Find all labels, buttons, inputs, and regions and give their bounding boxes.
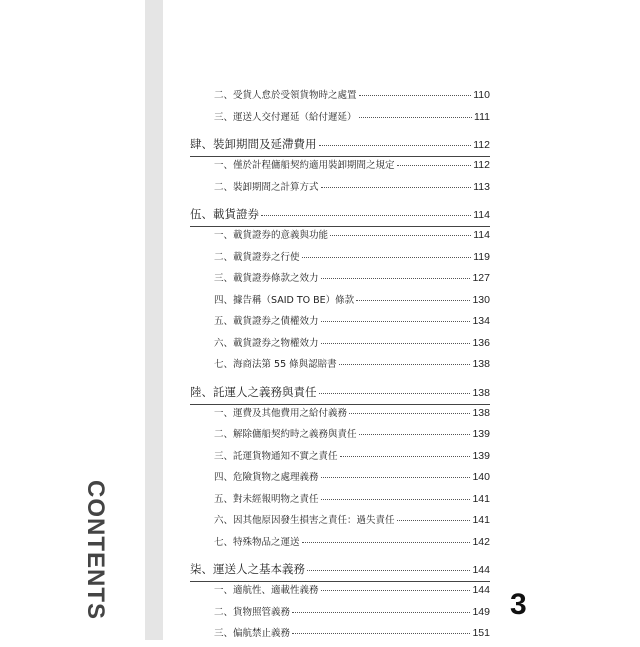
toc-section	[190, 384, 490, 556]
toc-entry-title: 六、載貨證券之物權效力	[214, 337, 319, 349]
toc-entry-page: 114	[473, 229, 490, 241]
toc-entry[interactable]	[190, 87, 490, 109]
toc-entry-page: 136	[472, 336, 490, 349]
toc-entry[interactable]	[190, 448, 490, 470]
toc-entry[interactable]	[190, 270, 490, 292]
toc-entry-title: 三、託運貨物通知不實之責任	[214, 450, 338, 462]
dot-leader	[321, 343, 471, 344]
toc-entry-page: 142	[472, 535, 490, 548]
toc-entry[interactable]	[190, 356, 490, 378]
dot-leader	[321, 187, 472, 188]
toc-entry-page: 139	[472, 449, 490, 462]
toc-entry-page: 130	[472, 293, 490, 306]
dot-leader	[321, 321, 471, 322]
toc-entry-page: 110	[473, 89, 490, 101]
toc-entry-page: 138	[472, 358, 490, 370]
dot-leader	[397, 165, 472, 166]
toc-entry[interactable]	[190, 604, 490, 626]
toc-entry-page: 127	[472, 272, 490, 284]
toc-entry[interactable]	[190, 179, 490, 201]
toc-entry-title: 二、貨物照管義務	[214, 606, 291, 618]
toc-entry-page: 141	[472, 492, 490, 505]
toc-entry[interactable]	[190, 405, 490, 427]
toc-entry-title: 一、僅於計程傭船契約適用裝卸期間之規定	[214, 160, 395, 171]
toc-entry-title: 一、載貨證券的意義與功能	[214, 230, 329, 241]
dot-leader	[330, 235, 471, 236]
toc-section	[190, 206, 490, 378]
dot-leader	[302, 257, 472, 258]
dot-leader	[321, 477, 471, 478]
toc-section	[190, 561, 490, 647]
toc-entry-title: 二、裝卸期間之計算方式	[214, 181, 319, 193]
dot-leader	[359, 117, 473, 118]
toc-entry-page: 119	[473, 250, 490, 263]
toc-entry-page: 140	[472, 471, 490, 483]
toc-entry-title: 三、偏航禁止義務	[214, 628, 291, 639]
sidebar-strip	[145, 0, 163, 640]
toc-entry-page: 138	[472, 406, 490, 419]
toc-entry[interactable]	[190, 582, 490, 604]
toc-entry-title: 陸、託運人之義務與責任	[190, 384, 317, 399]
dot-leader	[356, 300, 470, 301]
toc-entry-title: 四、據告稱（SAID TO BE）條款	[214, 294, 355, 306]
toc-entry[interactable]	[190, 292, 490, 314]
toc-entry-page: 139	[472, 428, 490, 440]
toc-entry-title: 七、特殊物品之運送	[214, 536, 300, 548]
dot-leader	[261, 215, 471, 216]
toc-entry-title: 六、因其他原因發生損害之責任：過失責任	[214, 515, 395, 526]
toc-entry-title: 三、載貨證券條款之效力	[214, 273, 319, 284]
toc-section	[190, 136, 490, 200]
contents-side-label: CONTENTS	[82, 480, 109, 620]
toc-entry[interactable]	[190, 469, 490, 491]
toc-entry[interactable]	[190, 625, 490, 647]
dot-leader	[359, 434, 471, 435]
toc-entry[interactable]	[190, 313, 490, 335]
toc-entry-title: 三、運送人交付遲延（給付遲延）	[214, 111, 357, 123]
dot-leader	[339, 364, 471, 365]
toc-entry[interactable]	[190, 491, 490, 513]
dot-leader	[359, 95, 472, 96]
toc-entry-title: 柒、運送人之基本義務	[190, 562, 305, 576]
toc-entry[interactable]	[190, 227, 490, 249]
toc-entry-page: 114	[473, 209, 490, 221]
toc-entry-page: 134	[472, 315, 490, 327]
dot-leader	[321, 590, 471, 591]
dot-leader	[340, 456, 471, 457]
toc-heading[interactable]	[190, 206, 490, 227]
toc-entry-page: 112	[473, 159, 490, 171]
toc-entry-title: 肆、裝卸期間及延滯費用	[190, 137, 317, 151]
toc-entry-title: 伍、載貨證券	[190, 207, 259, 221]
toc-entry-title: 七、海商法第 55 條與認賠書	[214, 359, 337, 370]
toc-entry[interactable]	[190, 426, 490, 448]
dot-leader	[397, 520, 471, 521]
toc-entry-title: 二、解除傭船契約時之義務與責任	[214, 429, 357, 440]
dot-leader	[319, 393, 471, 394]
toc-entry-title: 一、適航性、適載性義務	[214, 585, 319, 596]
toc-entry[interactable]	[190, 512, 490, 534]
dot-leader	[307, 570, 470, 571]
dot-leader	[302, 542, 471, 543]
toc-entry-page: 138	[472, 386, 490, 399]
toc-entry-title: 二、載貨證券之行使	[214, 251, 300, 263]
dot-leader	[321, 499, 471, 500]
toc-heading[interactable]	[190, 384, 490, 405]
dot-leader	[349, 413, 470, 414]
dot-leader	[292, 633, 470, 634]
toc-entry-page: 151	[472, 627, 490, 639]
toc-entry-page: 144	[472, 564, 490, 576]
toc-heading[interactable]	[190, 136, 490, 157]
toc-entry[interactable]	[190, 157, 490, 179]
toc-entry[interactable]	[190, 335, 490, 357]
toc-entry-title: 五、對未經報明物之責任	[214, 493, 319, 505]
toc-entry-page: 112	[473, 139, 490, 151]
dot-leader	[319, 145, 472, 146]
toc-entry-title: 四、危險貨物之處理義務	[214, 472, 319, 483]
toc-entry-page: 144	[472, 584, 490, 596]
toc-heading[interactable]	[190, 561, 490, 582]
toc-entry-page: 111	[474, 110, 490, 123]
page-number: 3	[510, 588, 527, 621]
toc-entry-title: 一、運費及其他費用之給付義務	[214, 407, 348, 419]
toc-entry-title: 二、受貨人怠於受領貨物時之處置	[214, 90, 357, 101]
toc-entry-page: 149	[472, 605, 490, 618]
toc-entry[interactable]	[190, 534, 490, 556]
toc-entry-page: 141	[472, 514, 490, 526]
toc-entry-page: 113	[473, 180, 490, 193]
dot-leader	[321, 278, 471, 279]
dot-leader	[292, 612, 470, 613]
toc-entry[interactable]	[190, 109, 490, 131]
toc-entry-title: 五、載貨證券之債權效力	[214, 316, 319, 327]
toc-entry[interactable]	[190, 249, 490, 271]
toc-section	[190, 87, 490, 130]
table-of-contents	[190, 87, 490, 647]
